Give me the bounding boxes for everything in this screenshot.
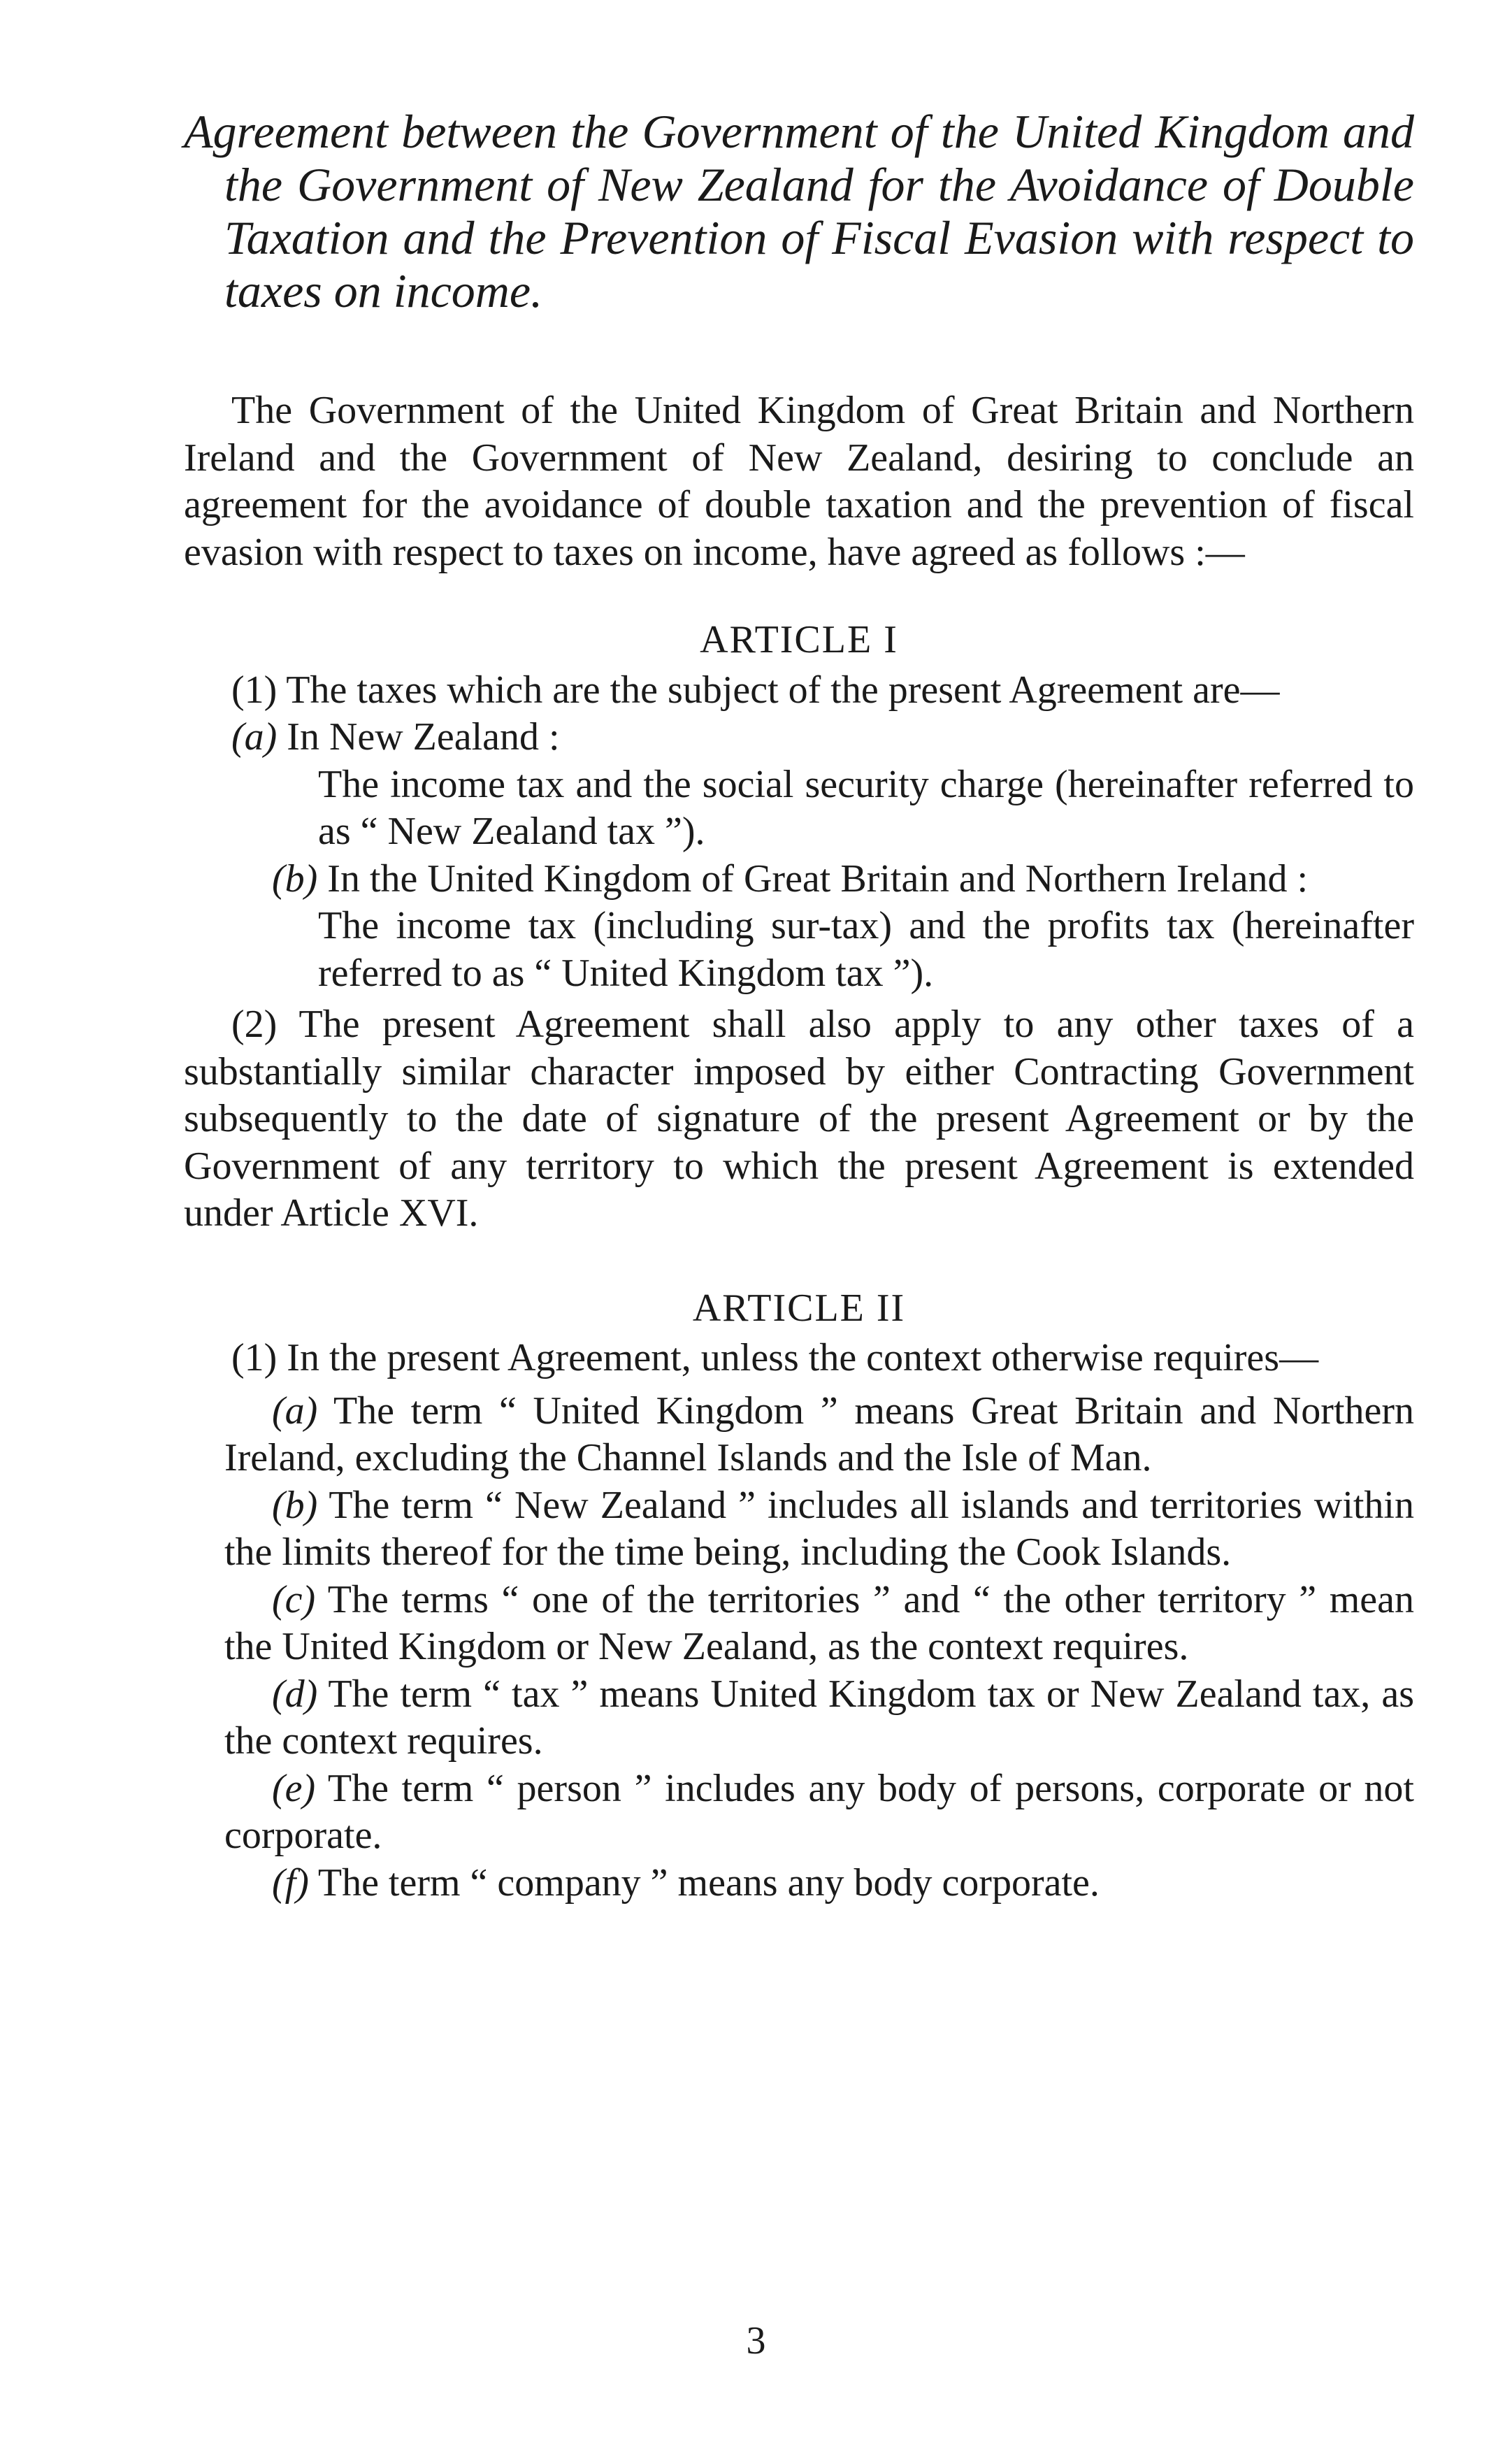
article-2-item-a-text: The term “ United Kingdom ” means Great Britain and Northern Ireland, excluding the Channel Islands and the Isle of Man. [224, 1389, 1415, 1479]
article-1-paragraph-1: (1) The taxes which are the subject of the present Agreement are— [231, 668, 1280, 712]
article-2-item-e-label: (e) [272, 1766, 316, 1810]
article-1-item-a-detail: The income tax and the social security charge (hereinafter referred to as “ New Zealand tax ”). [318, 762, 1414, 853]
article-2-item-d [184, 1671, 1414, 1765]
article-2-heading: ARTICLE II [692, 1286, 906, 1330]
article-2-item-a [184, 1388, 1414, 1482]
article-2-item-f [184, 1860, 1414, 1907]
document-page [184, 105, 1414, 1907]
article-1-paragraph-2: (2) The present Agreement shall also apply to any other taxes of a substantially similar character imposed by either Contracting Government subsequently to the date of signature of the present Agreement or by the Government of any territory to which the present Agreement is extended under Article XVI. [184, 1003, 1414, 1235]
article-1-item-b [184, 856, 1414, 903]
preamble: The Government of the United Kingdom of Great Britain and Northern Ireland and the Government of New Zealand, desiring to conclude an agreement for the avoidance of double taxation and the prevention of fiscal evasion with respect to taxes on income, have agreed as follows :— [184, 389, 1414, 574]
article-2-item-b [184, 1482, 1414, 1577]
article-2-item-c-text: The terms “ one of the territories ” and “ the other territory ” mean the United Kingdom or New Zealand, as the context requires. [224, 1577, 1414, 1668]
article-2-item-d-text: The term “ tax ” means United Kingdom tax or New Zealand tax, as the context requires. [224, 1672, 1414, 1763]
article-1-item-a-label: (a) [231, 715, 278, 759]
page-number: 3 [746, 2319, 766, 2362]
article-2-item-c [184, 1577, 1414, 1671]
article-1-item-a [184, 714, 1414, 761]
article-1-item-b-text: In the United Kingdom of Great Britain and Northern Ireland : [327, 856, 1309, 901]
article-1-item-b-detail: The income tax (including sur-tax) and the profits tax (hereinafter referred to as “ United Kingdom tax ”). [318, 904, 1414, 995]
document-title: Agreement between the Government of the United Kingdom and the Government of New Zealand for the Avoidance of Double Taxation and the Prevention of Fiscal Evasion with respect to taxes on income. [184, 105, 1414, 317]
article-2-item-c-label: (c) [272, 1577, 316, 1621]
article-1-item-a-text: In New Zealand : [287, 715, 560, 759]
article-2-item-d-label: (d) [272, 1672, 318, 1716]
article-2-item-e [184, 1765, 1414, 1860]
article-2-item-e-text: The term “ person ” includes any body of persons, corporate or not corporate. [224, 1766, 1414, 1857]
article-2-item-b-label: (b) [272, 1483, 318, 1527]
article-2-item-b-text: The term “ New Zealand ” includes all islands and territories within the limits thereof for the time being, including the Cook Islands. [224, 1483, 1414, 1574]
article-1-heading: ARTICLE I [700, 618, 898, 661]
article-2-item-a-label: (a) [272, 1389, 318, 1433]
article-1-item-b-label: (b) [272, 856, 318, 901]
article-2-item-f-text: The term “ company ” means any body corporate. [317, 1860, 1100, 1905]
article-2-item-f-label: (f) [272, 1860, 309, 1905]
article-2-paragraph-1: (1) In the present Agreement, unless the context otherwise requires— [231, 1336, 1319, 1379]
